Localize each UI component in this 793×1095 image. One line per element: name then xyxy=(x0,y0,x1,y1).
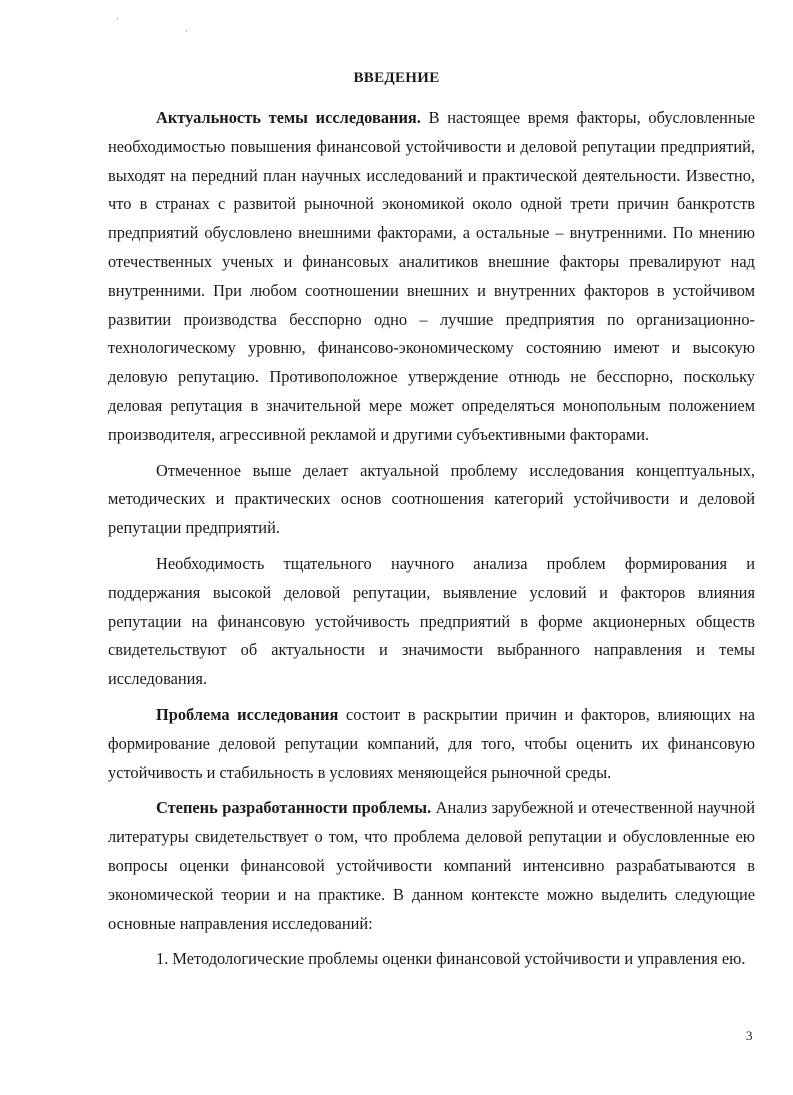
paragraph-relevance xyxy=(108,104,755,450)
paragraph-necessity xyxy=(108,550,755,694)
list-item-1 xyxy=(108,945,755,974)
paragraph-conclusion xyxy=(108,457,755,543)
paragraph-problem xyxy=(108,701,755,787)
paragraph-text: В настоящее время факторы, обусловленные необходимостью повышения финансовой устойчивости и деловой репутации предприятий, выходят на передний план научных исследований и практической деятельности. Известно, что в странах с развитой рыночной экономикой около одной трети причин банкротств предприятий обусловлено внешними факторами, а остальные – внутренними. По мнению отечественных ученых и финансовых аналитиков внешние факторы превалируют над внутренними. При любом соотношении внешних и внутренних факторов в устойчивом развитии производства бесспорно одно – лучшие предприятия по организационно-технологическому уровню, финансово-экономическому состоянию имеют и высокую деловую репутацию. Противоположное утверждение отнюдь не бесспорно, поскольку деловая репутация в значительной мере может определяться монопольным положением производителя, агрессивной рекламой и другими субъективными факторами. xyxy=(108,108,755,444)
section-heading: ВВЕДЕНИЕ xyxy=(353,70,440,86)
paragraph-text: состоит в раскрытии причин и факторов, влияющих на формирование деловой репутации компаний, для того, чтобы оценить их финансовую устойчивость и стабильность в условиях меняющейся рыночной среды. xyxy=(108,704,755,782)
paragraph-text: 1. Методологические проблемы оценки финансовой устойчивости и управления ею. xyxy=(156,949,746,969)
body-text xyxy=(108,104,755,974)
paragraph-lead: Актуальность темы исследования. xyxy=(156,108,421,127)
scan-speck: · xyxy=(116,14,119,24)
paragraph-development-degree xyxy=(108,794,755,938)
paragraph-lead: Проблема исследования xyxy=(156,704,339,724)
paragraph-text: Отмеченное выше делает актуальной проблему исследования концептуальных, методических и практических основ соотношения категорий устойчивости и деловой репутации предприятий. xyxy=(108,460,755,538)
paragraph-text: Анализ зарубежной и отечественной научной литературы свидетельствует о том, что проблема деловой репутации и обусловленные ею вопросы оценки финансовой устойчивости компаний интенсивно разрабатываются в экономической теории и на практике. В данном контексте можно выделить следующие основные направления исследований: xyxy=(108,798,755,933)
paragraph-text: Необходимость тщательного научного анализа проблем формирования и поддержания высокой деловой репутации, выявление условий и факторов влияния репутации на финансовую устойчивость предприятий в форме акционерных обществ свидетельствуют об актуальности и значимости выбранного направления и темы исследования. xyxy=(108,553,755,689)
paragraph-lead: Степень разработанности проблемы. xyxy=(156,798,432,818)
page-number: 3 xyxy=(746,1028,753,1043)
scan-speck: ' xyxy=(186,28,188,38)
